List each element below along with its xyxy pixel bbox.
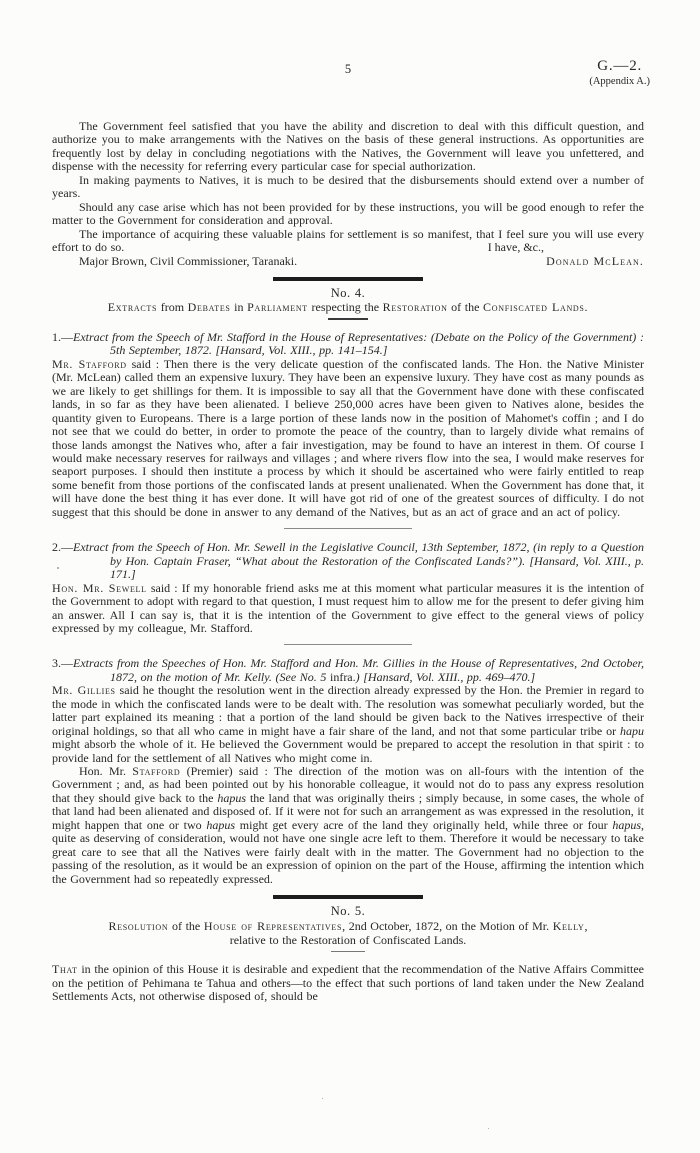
section-no4-number: No. 4. (330, 285, 366, 300)
signature-addressee: Major Brown, Civil Commissioner, Taranaki. (79, 253, 298, 268)
extract-2-heading: 2.—Extract from the Speech of Hon. Mr. Sewell in the Legislative Council, 13th September, 1872, (in reply to a Question by Hon. Captain Fraser, “What about the Restoration of the Confiscated Lands?”). [Hansard, Vol. XIII., p. 171.] (52, 540, 644, 582)
page-number: 5 (344, 62, 352, 76)
extract-3-body-stafford: Hon. Mr. Stafford (Premier) said : The direction of the motion was on all-fours with the intention of the Government ; and, as had been pointed out by his honorable colleague, it would not do to pass any express resolution that they should give back to the hapus the land that was originally theirs ; simply because, in some cases, the whole of that land had been alienated and disposed of. If it were not for such an arrangement as was expressed in the resolution, it might happen that one or two hapus might get every acre of the land they originally held, while three or four hapus, quite as deserving of consideration, would not have one single acre left to them. Therefore it would be necessary to take great care to see that all the Natives were fairly dealt with in the matter. The Government had no objection to the passing of the resolution, as it would be an expression of opinion on the part of the House, affirming the intention which the Government had so repeatedly expressed. (52, 764, 644, 886)
signature-row (52, 255, 644, 268)
resolution-body: That in the opinion of this House it is desirable and expedient that the recommendation of the Native Affairs Committee on the petition of Pehimana te Tahua and others—to the effect that such portions of land taken under the New Zealand Settlements Acts, not otherwise disposed of, should be (52, 962, 644, 1004)
letter-paragraph-2: In making payments to Natives, it is much to be desired that the disbursements should extend over a number of years. (52, 172, 644, 201)
section-no5-title-line1: Resolution of the House of Representatives, 2nd October, 1872, on the Motion of Mr. Kelly, (108, 918, 588, 933)
scan-speck (57, 567, 59, 569)
scan-speck (322, 1098, 323, 1099)
divider-thick-rule-2 (273, 895, 423, 899)
scan-speck (488, 1128, 489, 1129)
document-reference-block (589, 58, 650, 87)
extract-3-body-gillies: Mr. Gillies said he thought the resolution went in the direction already expressed by the Hon. the Premier in regard to the mode in which the confiscated lands were to be dealt with. The resolution was somewhat peculiarly worded, but the latter part explained its meaning : that a portion of the land should be given back to the Natives irrespective of their original holdings, so that all who came in might have a fair share of the land, and not that some particular tribe or hapu might absorb the whole of it. He believed the Government would be prepared to accept the resolution in that spirit : to provide land for the settlement of all Natives who might come in. (52, 683, 644, 765)
divider-thin-rule-1 (284, 528, 412, 529)
extract-2-body: Hon. Mr. Sewell said : If my honorable friend asks me at this moment what particular measures it is the intention of the Government to adopt with regard to that question, I must request him to allow me for the present to defer giving him an answer. All I can say is, that it is the intention of the Government to give effect to the general views of policy expressed by my colleague, Mr. Stafford. (52, 580, 644, 635)
letter-closing (52, 228, 644, 255)
section-no4 (52, 287, 644, 886)
divider-thin-rule-2 (284, 644, 412, 645)
section-no5-title-rule (331, 951, 365, 952)
letter-paragraph-3: Should any case arise which has not been provided for by these instructions, you will be good enough to refer the matter to the Government for consideration and approval. (52, 199, 644, 228)
document-reference: G.—2. (597, 58, 643, 74)
page-content (52, 58, 650, 1004)
section-no4-title: Extracts from Debates in Parliament respecting the Restoration of the Confiscated Lands. (107, 300, 589, 315)
section-no5-number: No. 5. (330, 904, 366, 919)
extract-1-body: Mr. Stafford said : Then there is the very delicate question of the confiscated lands. The Hon. the Native Minister (Mr. McLean) called them an expensive luxury. They have been an expensive luxury. They have cost as many pounds as we are likely to get shillings for them. It is impossible to say all that the Government have done with these confiscated lands, in so far as they have been alienated. I believe 250,000 acres have been given to Natives alone, besides the quantity given to Europeans. There is a large portion of these lands now in the position of Mahomet's coffin ; and I do not see that we could do better, in order to promote the peace of the country, than to largely divide what remains of those lands amongst the Natives who, after a fair investigation, may be found to have an interest in them. Of course I would make necessary reserves for railways and villages ; and where rivers flow into the sea, I would make reserves for seaport purposes. I should then institute a process by which it should be ascertained who were fairly entitled to reap some benefit from those portions of the confiscated lands at present unalienated. When the Government has done that, it will have done the best thing it has ever done. It will have got rid of one of the greatest sources of difficulty. I do not suggest that this should be done in answer to any demand of the Natives, but as an act of grace and an act of policy. (52, 356, 645, 519)
divider-thick-rule-1 (273, 277, 423, 281)
valediction: I have, &c., (487, 239, 544, 254)
letter-paragraph-1: The Government feel satisfied that you have the ability and discretion to deal with this difficult question, and authorize you to make arrangements with the Natives on the basis of these general instructions. As opportunities are frequently lost by delay in concluding negotiations with the Natives, the Government will leave you unfettered, and dispense with the necessity for referring every particular case for special authorization. (52, 119, 644, 174)
letter-section (52, 120, 644, 268)
section-no4-title-rule (328, 318, 368, 320)
letter-closing-paragraph: The importance of acquiring these valuable plains for settlement is so manifest, that I feel sure you will use every effort to do so. (52, 226, 644, 255)
extract-3-heading: 3.—Extracts from the Speeches of Hon. Mr. Stafford and Hon. Mr. Gillies in the House of Representatives, 2nd October, 1872, on the motion of Mr. Kelly. (See No. 5 infra.) [Hansard, Vol. XIII., pp. 469–470.] (52, 656, 644, 684)
appendix-note: (Appendix A.) (589, 76, 650, 87)
section-no5 (52, 905, 644, 1004)
signature-name: Donald McLean. (546, 253, 644, 268)
page-header (52, 58, 650, 94)
extract-1-heading: 1.—Extract from the Speech of Mr. Stafford in the House of Representatives: (Debate on the Policy of the Government) : 5th September, 1872. [Hansard, Vol. XIII., pp. 141–154.] (52, 329, 644, 358)
section-no5-title-line2: relative to the Restoration of Confiscated Lands. (229, 933, 467, 948)
